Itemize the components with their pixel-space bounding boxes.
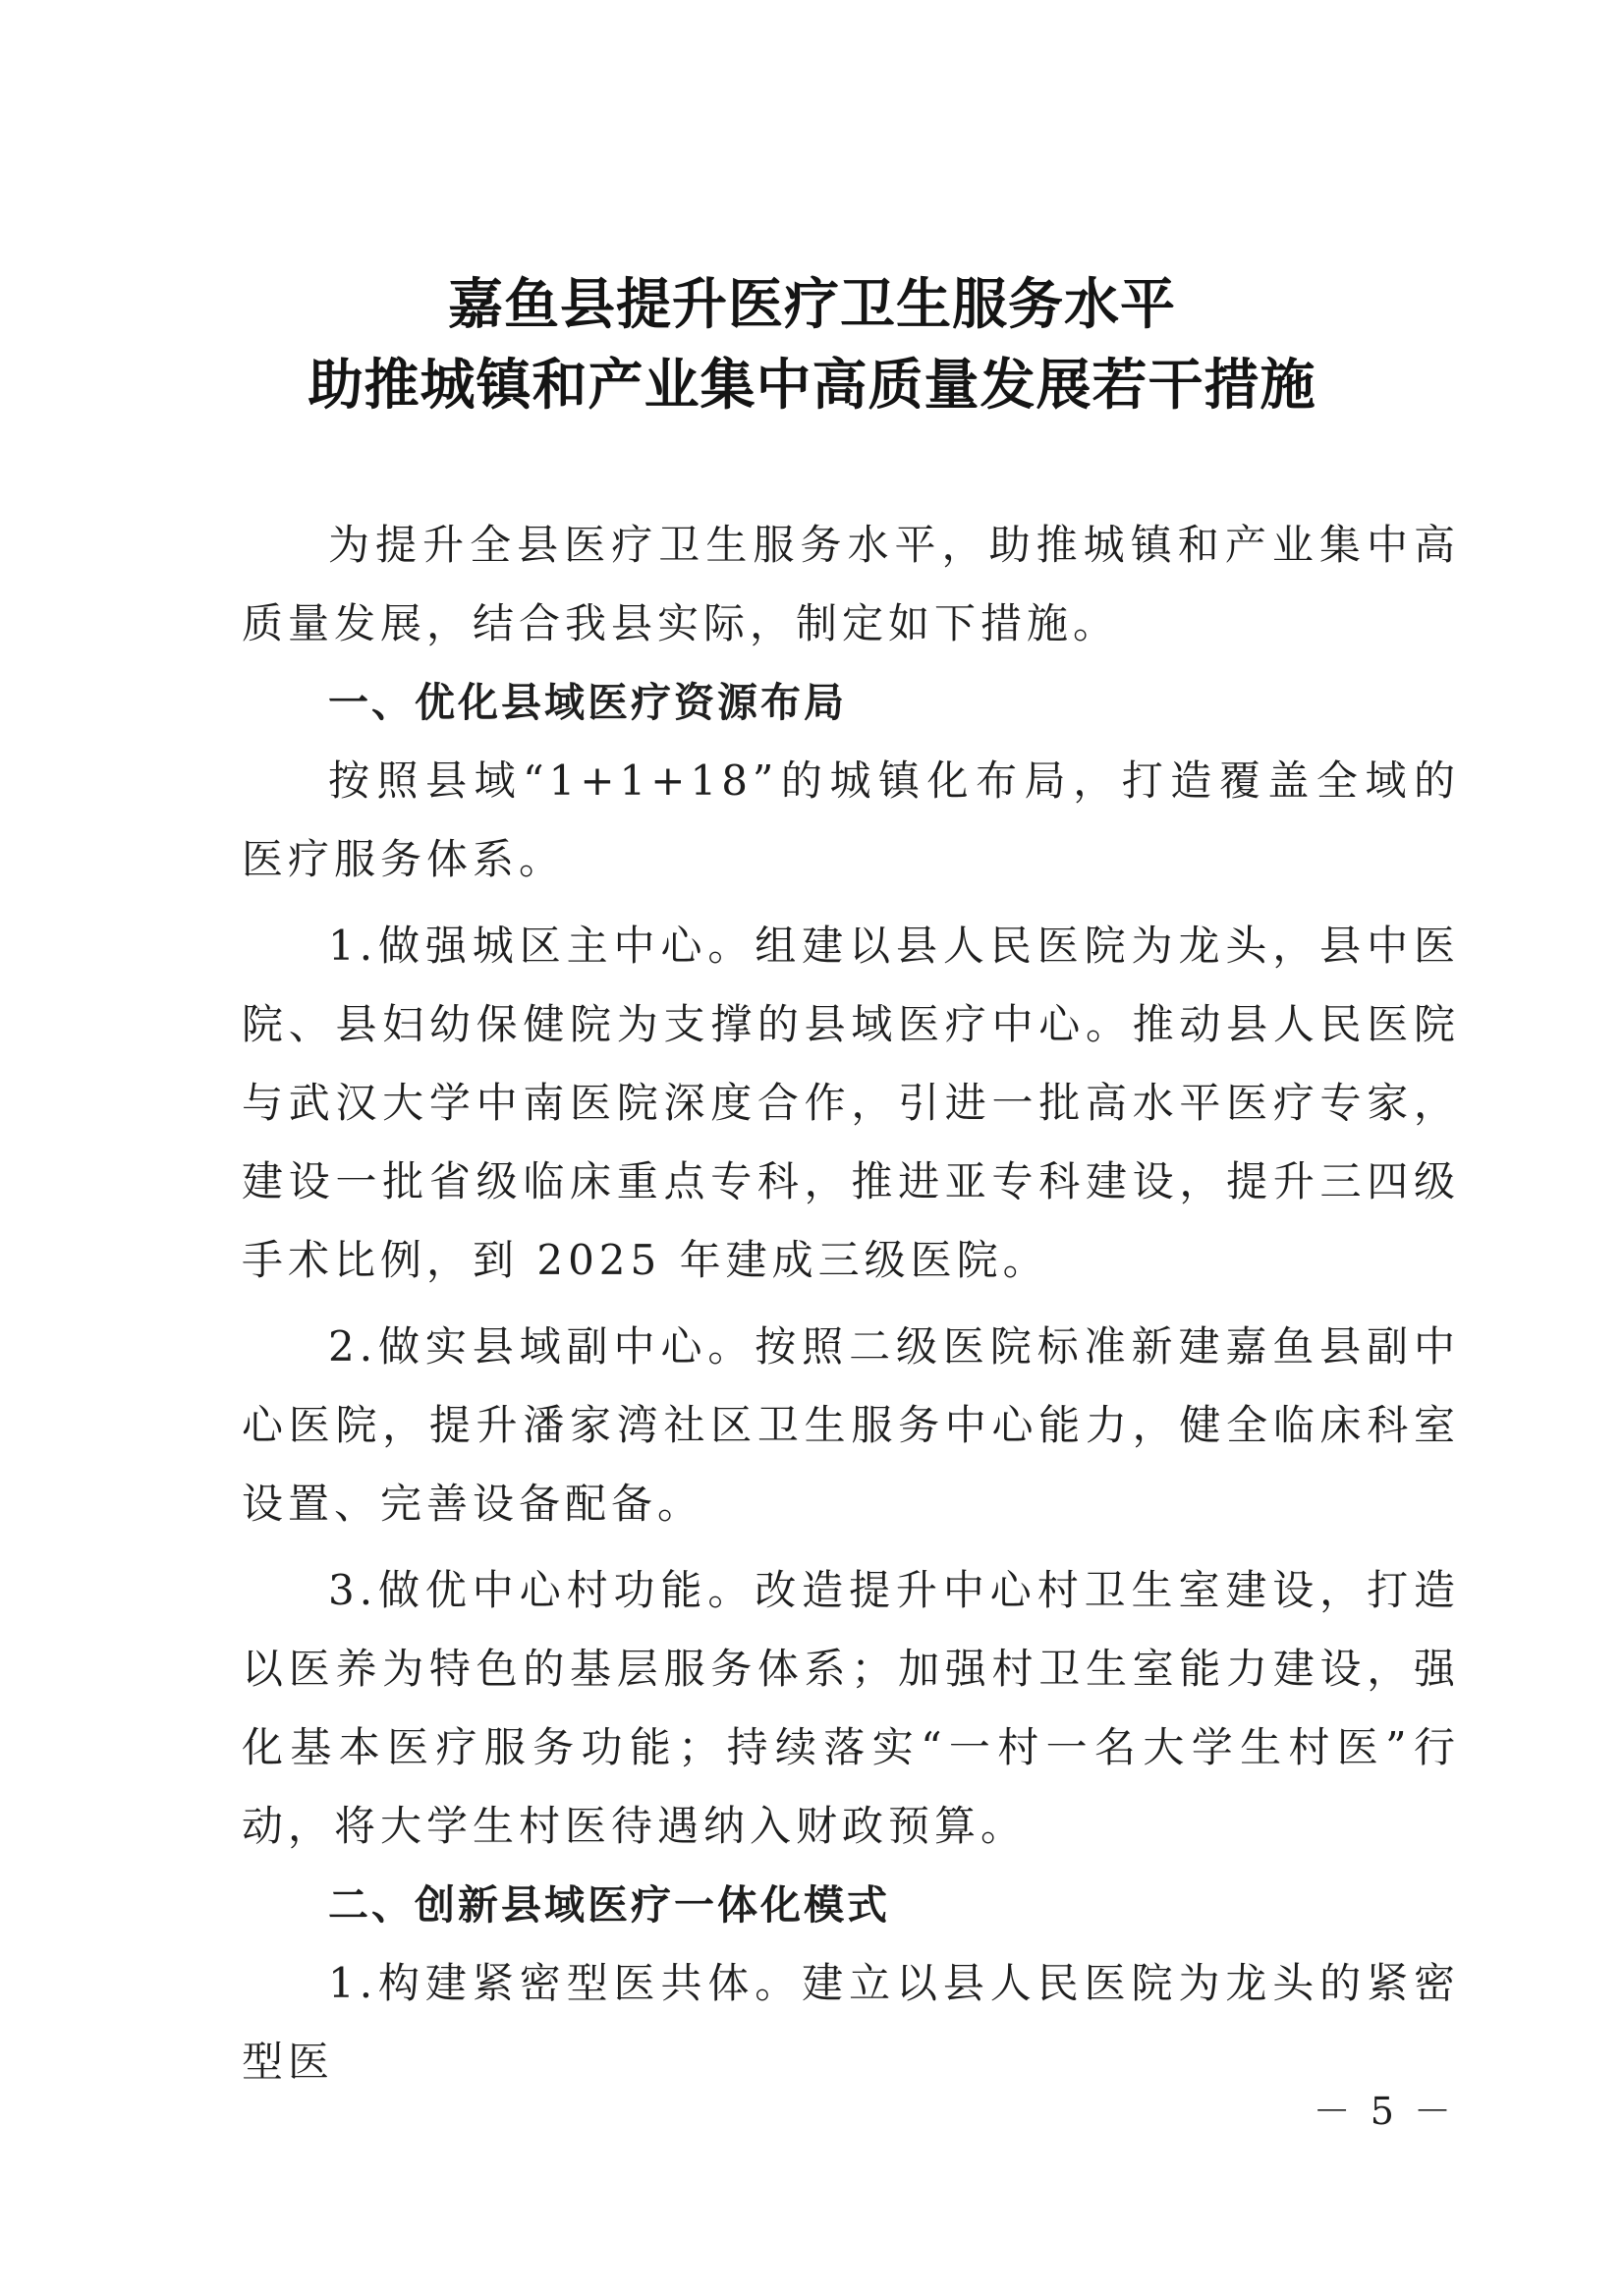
body-paragraph: 1.做强城区主中心。组建以县人民医院为龙头，县中医院、县妇幼保健院为支撑的县域医疗中心。推动县人民医院与武汉大学中南医院深度合作，引进一批高水平医疗专家，建设一批省级临床重点专科，推进亚专科建设，提升三四级手术比例，到 2025 年建成三级医院。 — [242, 922, 1460, 1284]
body-paragraph: 按照县域“1+1+18”的城镇化布局，打造覆盖全域的医疗服务体系。 — [242, 756, 1460, 883]
document-title-line-1: 嘉鱼县提升医疗卫生服务水平 — [448, 272, 1176, 337]
document-body — [242, 506, 1460, 2101]
section-heading-1: 一、优化县域医疗资源布局 — [328, 679, 847, 726]
document-title-line-2: 助推城镇和产业集中高质量发展若干措施 — [308, 353, 1316, 418]
body-paragraph: 3.做优中心村功能。改造提升中心村卫生室建设，打造以医养为特色的基层服务体系；加强村卫生室能力建设，强化基本医疗服务功能；持续落实“一村一名大学生村医”行动，将大学生村医待遇纳入财政预算。 — [242, 1566, 1460, 1850]
body-paragraph: 2.做实县域副中心。按照二级医院标准新建嘉鱼县副中心医院，提升潘家湾社区卫生服务中心能力，健全临床科室设置、完善设备配备。 — [242, 1322, 1460, 1528]
body-paragraph: 1.构建紧密型医共体。建立以县人民医院为龙头的紧密型医 — [242, 1959, 1460, 2086]
section-heading-2: 二、创新县域医疗一体化模式 — [328, 1881, 890, 1929]
intro-paragraph: 为提升全县医疗卫生服务水平，助推城镇和产业集中高质量发展，结合我县实际，制定如下措施。 — [242, 521, 1460, 647]
page-number: － 5 － — [1313, 2090, 1455, 2133]
